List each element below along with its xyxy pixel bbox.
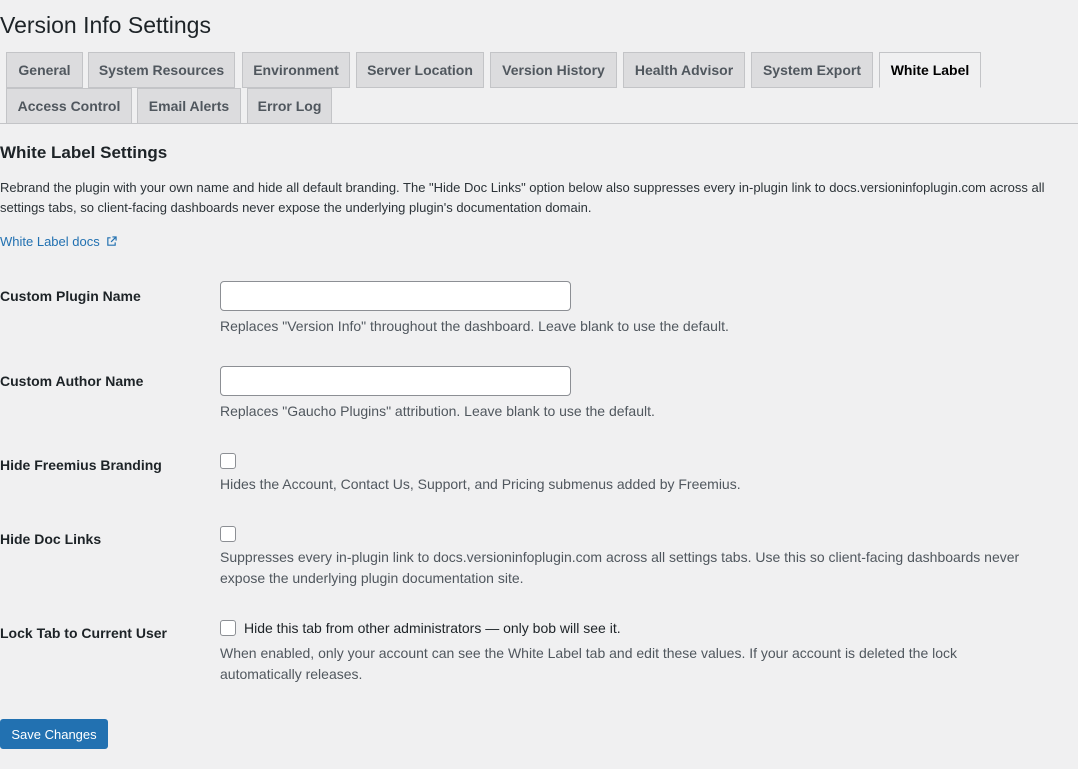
hide-doc-links-checkbox[interactable] [220, 526, 236, 542]
hide-doc-links-label: Hide Doc Links [0, 531, 102, 547]
tab-environment[interactable]: Environment [242, 52, 350, 88]
tab-email-alerts[interactable]: Email Alerts [137, 88, 241, 124]
hide-doc-links-help-line2: expose the underlying plugin documentation site. [220, 570, 524, 586]
tab-health-advisor[interactable]: Health Advisor [623, 52, 745, 88]
tab-white-label[interactable]: White Label [879, 52, 981, 88]
tab-access-control[interactable]: Access Control [6, 88, 132, 124]
nav-tabs [0, 52, 1078, 124]
save-changes-button[interactable]: Save Changes [0, 719, 108, 749]
page-title: Version Info Settings [0, 12, 211, 38]
tab-server-location[interactable]: Server Location [356, 52, 484, 88]
tab-error-log[interactable]: Error Log [247, 88, 332, 124]
tab-version-history[interactable]: Version History [490, 52, 617, 88]
external-link-icon [106, 236, 117, 247]
lock-tab-help-line1: When enabled, only your account can see the White Label tab and edit these values. If your account is deleted the lock [220, 645, 958, 661]
docs-link-label: White Label docs [0, 234, 100, 249]
hide-freemius-checkbox[interactable] [220, 453, 236, 469]
lock-tab-label: Lock Tab to Current User [0, 625, 167, 641]
tab-system-export[interactable]: System Export [751, 52, 873, 88]
custom-plugin-name-help: Replaces "Version Info" throughout the dashboard. Leave blank to use the default. [220, 318, 729, 334]
hide-freemius-help: Hides the Account, Contact Us, Support, and Pricing submenus added by Freemius. [220, 476, 741, 492]
section-description: Rebrand the plugin with your own name and hide all default branding. The "Hide Doc Links" option below also suppresses every in-plugin link to docs.versioninfoplugin.com across all settings tabs, so client-facing dashboards never expose the underlying plugin's documentation domain. [0, 180, 1045, 215]
hide-doc-links-help-line1: Suppresses every in-plugin link to docs.versioninfoplugin.com across all settings tabs. Use this so client-facing dashboards never [220, 549, 1020, 565]
custom-plugin-name-input[interactable] [220, 281, 571, 311]
section-title: White Label Settings [0, 143, 168, 162]
white-label-docs-link[interactable] [0, 234, 117, 249]
hide-freemius-label: Hide Freemius Branding [0, 457, 162, 473]
lock-tab-checkbox-label[interactable]: Hide this tab from other administrators — only bob will see it. [244, 620, 621, 636]
lock-tab-help-line2: automatically releases. [220, 666, 363, 682]
custom-author-name-label: Custom Author Name [0, 373, 144, 389]
tab-general[interactable]: General [6, 52, 83, 88]
lock-tab-checkbox[interactable] [220, 620, 236, 636]
custom-plugin-name-label: Custom Plugin Name [0, 288, 141, 304]
custom-author-name-input[interactable] [220, 366, 571, 396]
custom-author-name-help: Replaces "Gaucho Plugins" attribution. Leave blank to use the default. [220, 403, 655, 419]
tab-system-resources[interactable]: System Resources [88, 52, 235, 88]
